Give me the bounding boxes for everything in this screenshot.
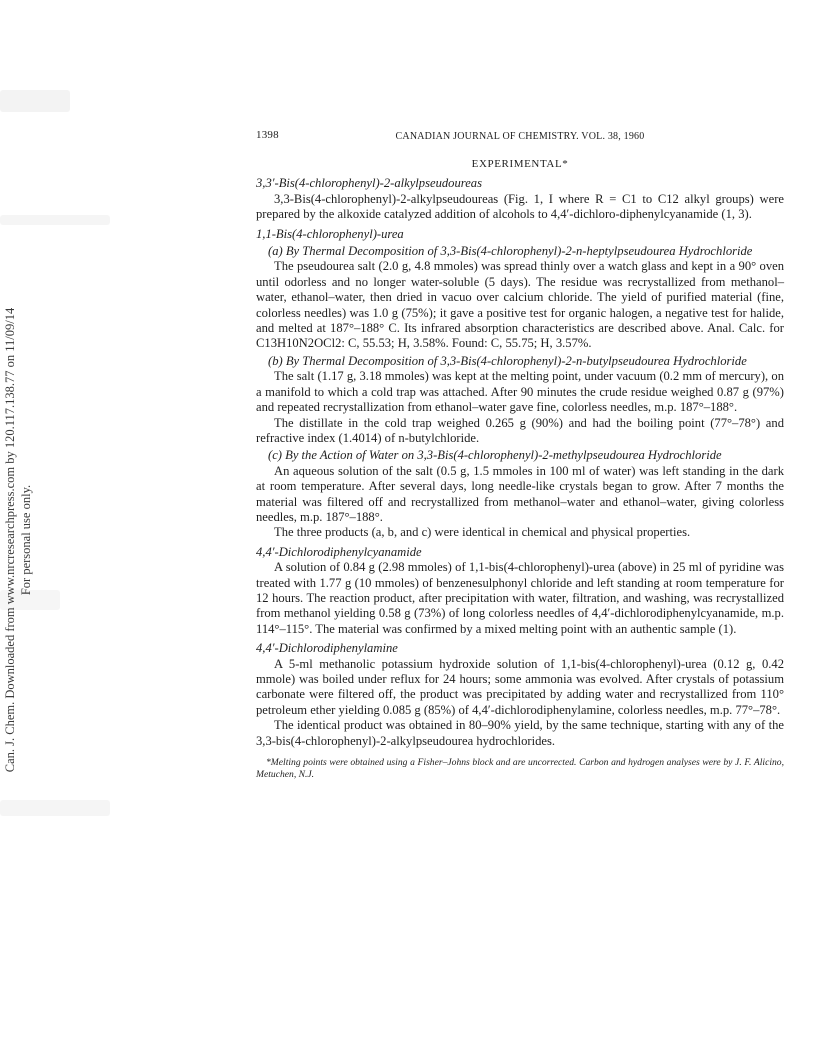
paragraph-diphenylamine-1: A 5-ml methanolic potassium hydroxide solution of 1,1-bis(4-chlorophenyl)-urea (0.12 g, 0.42 mmole) was boiled under reflux for 24 hours; some ammonia was evolved. After crystals of potassium carbonate were filtered off, the product was precipitated by adding water and recrystallized from 110° petroleum ether yielding 0.085 g (85%) of 4,4′-dichlorodiphenylamine, colorless needles, m.p. 77°–78°.	[256, 656, 784, 717]
download-notice	[2, 285, 42, 795]
running-head	[256, 128, 784, 144]
heading-diphenylamine: 4,4′-Dichlorodiphenylamine	[256, 641, 398, 656]
paragraph-b2: The distillate in the cold trap weighed 0.265 g (90%) and had the boiling point (77°–78°) and refractive index (1.4014) of n-butylchloride.	[256, 415, 784, 445]
paragraph-c2: The three products (a, b, and c) were identical in chemical and physical properties.	[274, 525, 691, 540]
footnote: *Melting points were obtained using a Fisher–Johns block and are uncorrected. Carbon and hydrogen analyses were by J. F. Alicino, Metuchen, N.J.	[256, 757, 784, 780]
article-page	[256, 128, 784, 780]
heading-pseudoureas: 3,3′-Bis(4-chlorophenyl)-2-alkylpseudoureas	[256, 176, 482, 191]
subheading-a: (a) By Thermal Decomposition of 3,3-Bis(4-chlorophenyl)-2-n-heptylpseudourea Hydrochloride	[268, 244, 753, 259]
scan-artifact	[0, 215, 110, 225]
scan-artifact	[0, 90, 70, 112]
paragraph-pseudoureas: 3,3-Bis(4-chlorophenyl)-2-alkylpseudoureas (Fig. 1, I where R = C1 to C12 alkyl groups) were prepared by the alkoxide catalyzed addition of alcohols to 4,4′-dichloro-diphenylcyanamide (1, 3).	[256, 191, 784, 222]
section-title: EXPERIMENTAL*	[471, 158, 569, 170]
heading-cyanamide: 4,4′-Dichlorodiphenylcyanamide	[256, 544, 422, 559]
subheading-b: (b) By Thermal Decomposition of 3,3-Bis(4-chlorophenyl)-2-n-butylpseudourea Hydrochloride	[268, 353, 747, 368]
subheading-c: (c) By the Action of Water on 3,3-Bis(4-chlorophenyl)-2-methylpseudourea Hydrochloride	[268, 448, 722, 463]
paragraph-c1: An aqueous solution of the salt (0.5 g, 1.5 mmoles in 100 ml of water) was left standing in the dark at room temperature. After several days, long needle-like crystals began to grow. After 7 months the material was filtered off and recrystallized from methanol–water and ethanol–water, giving colorless needles, m.p. 187°–188°.	[256, 463, 784, 524]
download-notice-text: Can. J. Chem. Downloaded from www.nrcresearchpress.com by 120.117.138.77 on 11/09/14 For personal use only.	[3, 307, 33, 773]
paragraph-diphenylamine-2: The identical product was obtained in 80–90% yield, by the same technique, starting with any of the 3,3-bis(4-chlorophenyl)-2-alkylpseudourea hydrochlorides.	[256, 718, 784, 748]
paragraph-cyanamide: A solution of 0.84 g (2.98 mmoles) of 1,1-bis(4-chlorophenyl)-urea (above) in 25 ml of pyridine was treated with 1.77 g (10 mmoles) of benzenesulphonyl chloride and left standing at room temperature for 12 hours. The reaction product, after precipitation with water, filtration, and washing, was recrystallized from methanol yielding 0.58 g (73%) of long colorless needles of 4,4′-dichlorodiphenylcyanamide, m.p. 114°–115°. The material was confirmed by a mixed melting point with an authentic sample (1).	[256, 560, 784, 636]
journal-title: CANADIAN JOURNAL OF CHEMISTRY. VOL. 38, 1960	[395, 131, 645, 142]
heading-urea: 1,1-Bis(4-chlorophenyl)-urea	[256, 226, 404, 241]
page-number: 1398	[256, 129, 279, 141]
paragraph-b1: The salt (1.17 g, 3.18 mmoles) was kept at the melting point, under vacuum (0.2 mm of mercury), on a manifold to which a cold trap was attached. After 90 minutes the crude residue weighed 0.87 g (97%) and repeated recrystallization from ethanol–water gave fine, colorless needles, m.p. 187°–188°.	[256, 369, 784, 415]
scan-artifact	[0, 800, 110, 816]
paragraph-a: The pseudourea salt (2.0 g, 4.8 mmoles) was spread thinly over a watch glass and kept in a 90° oven until odorless and no longer water-soluble (5 days). The residue was recrystallized from methanol–water, ethanol–water, then dried in vacuo over calcium chloride. The yield of purified material (fine, colorless needles) was 1.0 g (75%); it gave a positive test for organic halogen, a negative test for halide, and melted at 187°–188° C. Its infrared absorption characteristics are described above. Anal. Calc. for C13H10N2OCl2: C, 55.53; H, 3.58%. Found: C, 55.75; H, 3.57%.	[256, 259, 784, 351]
